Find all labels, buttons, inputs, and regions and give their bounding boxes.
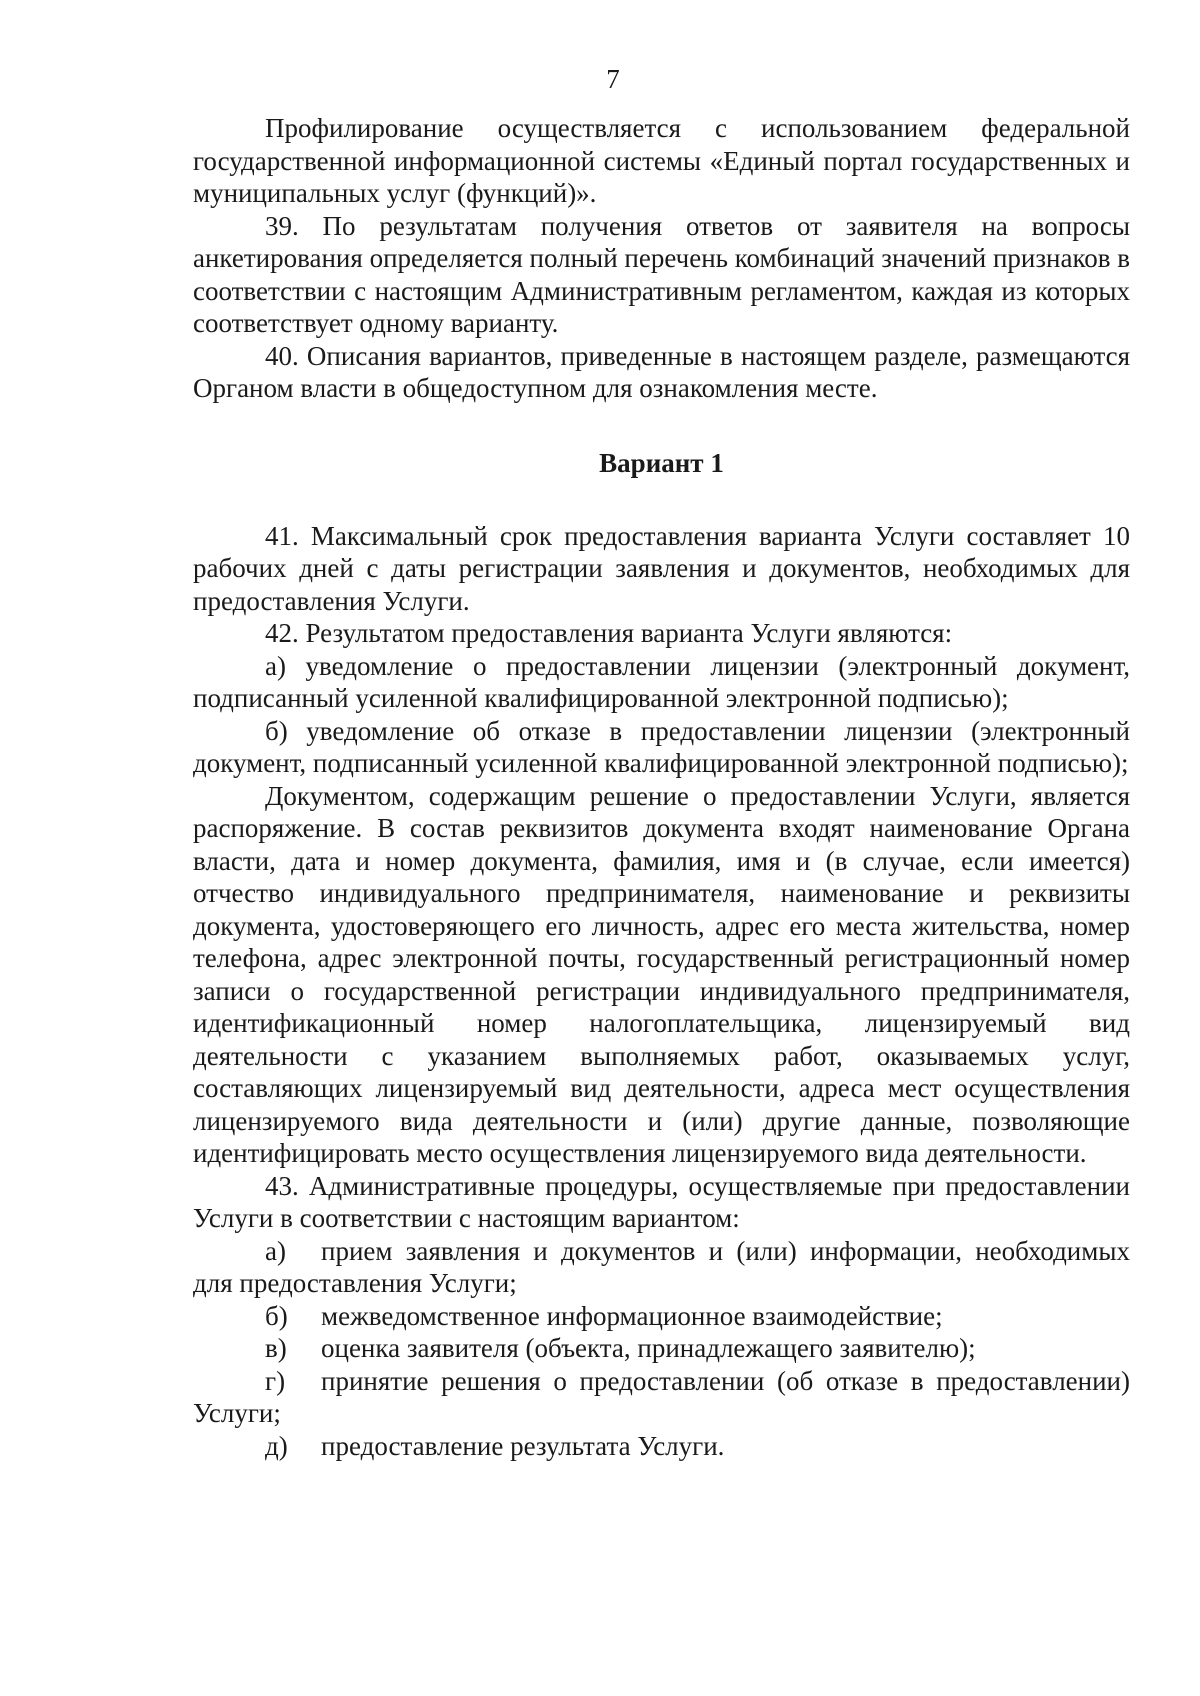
- procedure-text: межведомственное информационное взаимодействие;: [321, 1300, 943, 1331]
- procedure-item: [193, 1332, 1130, 1365]
- procedure-text: оценка заявителя (объекта, принадлежащего заявителю);: [321, 1333, 976, 1363]
- paragraph-decision-document: Документом, содержащим решение о предоставлении Услуги, является распоряжение. В состав реквизитов документа входят наименование Органа власти, дата и номер документа, фамилия, имя и (в случае, если имеется) отчество индивидуального предпринимателя, наименование и реквизиты документа, удостоверяющего его личность, адрес его места жительства, номер телефона, адрес электронной почты, государственный регистрационный номер записи о государственной регистрации индивидуального предпринимателя, идентификационный номер налогоплательщика, лицензируемый вид деятельности с указанием выполняемых работ, оказываемых услуг, составляющих лицензируемый вид деятельности, адреса мест осуществления лицензируемого вида деятельности и (или) другие данные, позволяющие идентифицировать место осуществления лицензируемого вида деятельности.: [193, 780, 1130, 1168]
- procedure-marker: а): [265, 1235, 286, 1266]
- procedure-text: прием заявления и документов и (или) информации, необходимых для предоставления Услуги;: [193, 1235, 1130, 1298]
- procedure-item: [193, 1430, 1130, 1463]
- procedure-marker: в): [265, 1333, 287, 1363]
- section-heading: Вариант 1: [599, 447, 724, 478]
- procedure-marker: б): [265, 1300, 288, 1331]
- document-body: [193, 112, 1130, 1462]
- paragraph-42-a: а) уведомление о предоставлении лицензии (электронный документ, подписанный усиленной квалифицированной электронной подписью);: [193, 650, 1130, 713]
- paragraph-42: 42. Результатом предоставления варианта Услуги являются:: [265, 618, 953, 648]
- procedure-item: [193, 1300, 1130, 1333]
- procedure-text: предоставление результата Услуги.: [321, 1430, 725, 1461]
- procedure-text: принятие решения о предоставлении (об отказе в предоставлении) Услуги;: [193, 1365, 1130, 1428]
- paragraph-profiling: Профилирование осуществляется с использованием федеральной государственной информационной системы «Единый портал государственных и муниципальных услуг (функций)».: [193, 113, 1130, 208]
- paragraph-43: 43. Административные процедуры, осуществляемые при предоставлении Услуги в соответствии с настоящим вариантом:: [193, 1170, 1130, 1233]
- procedure-marker: г): [265, 1365, 286, 1396]
- paragraph-42-b: б) уведомление об отказе в предоставлении лицензии (электронный документ, подписанный усиленной квалифицированной электронной подписью);: [193, 715, 1130, 778]
- paragraph-41: 41. Максимальный срок предоставления варианта Услуги составляет 10 рабочих дней с даты регистрации заявления и документов, необходимых для предоставления Услуги.: [193, 520, 1130, 616]
- procedure-item: [193, 1365, 1130, 1430]
- procedure-item: [193, 1235, 1130, 1300]
- procedure-marker: д): [265, 1430, 288, 1461]
- page-number: 7: [606, 64, 620, 94]
- paragraph-40: 40. Описания вариантов, приведенные в настоящем разделе, размещаются Органом власти в общедоступном для ознакомления месте.: [193, 340, 1130, 403]
- paragraph-39: 39. По результатам получения ответов от заявителя на вопросы анкетирования определяется полный перечень комбинаций значений признаков в соответствии с настоящим Административным регламентом, каждая из которых соответствует одному варианту.: [193, 210, 1130, 338]
